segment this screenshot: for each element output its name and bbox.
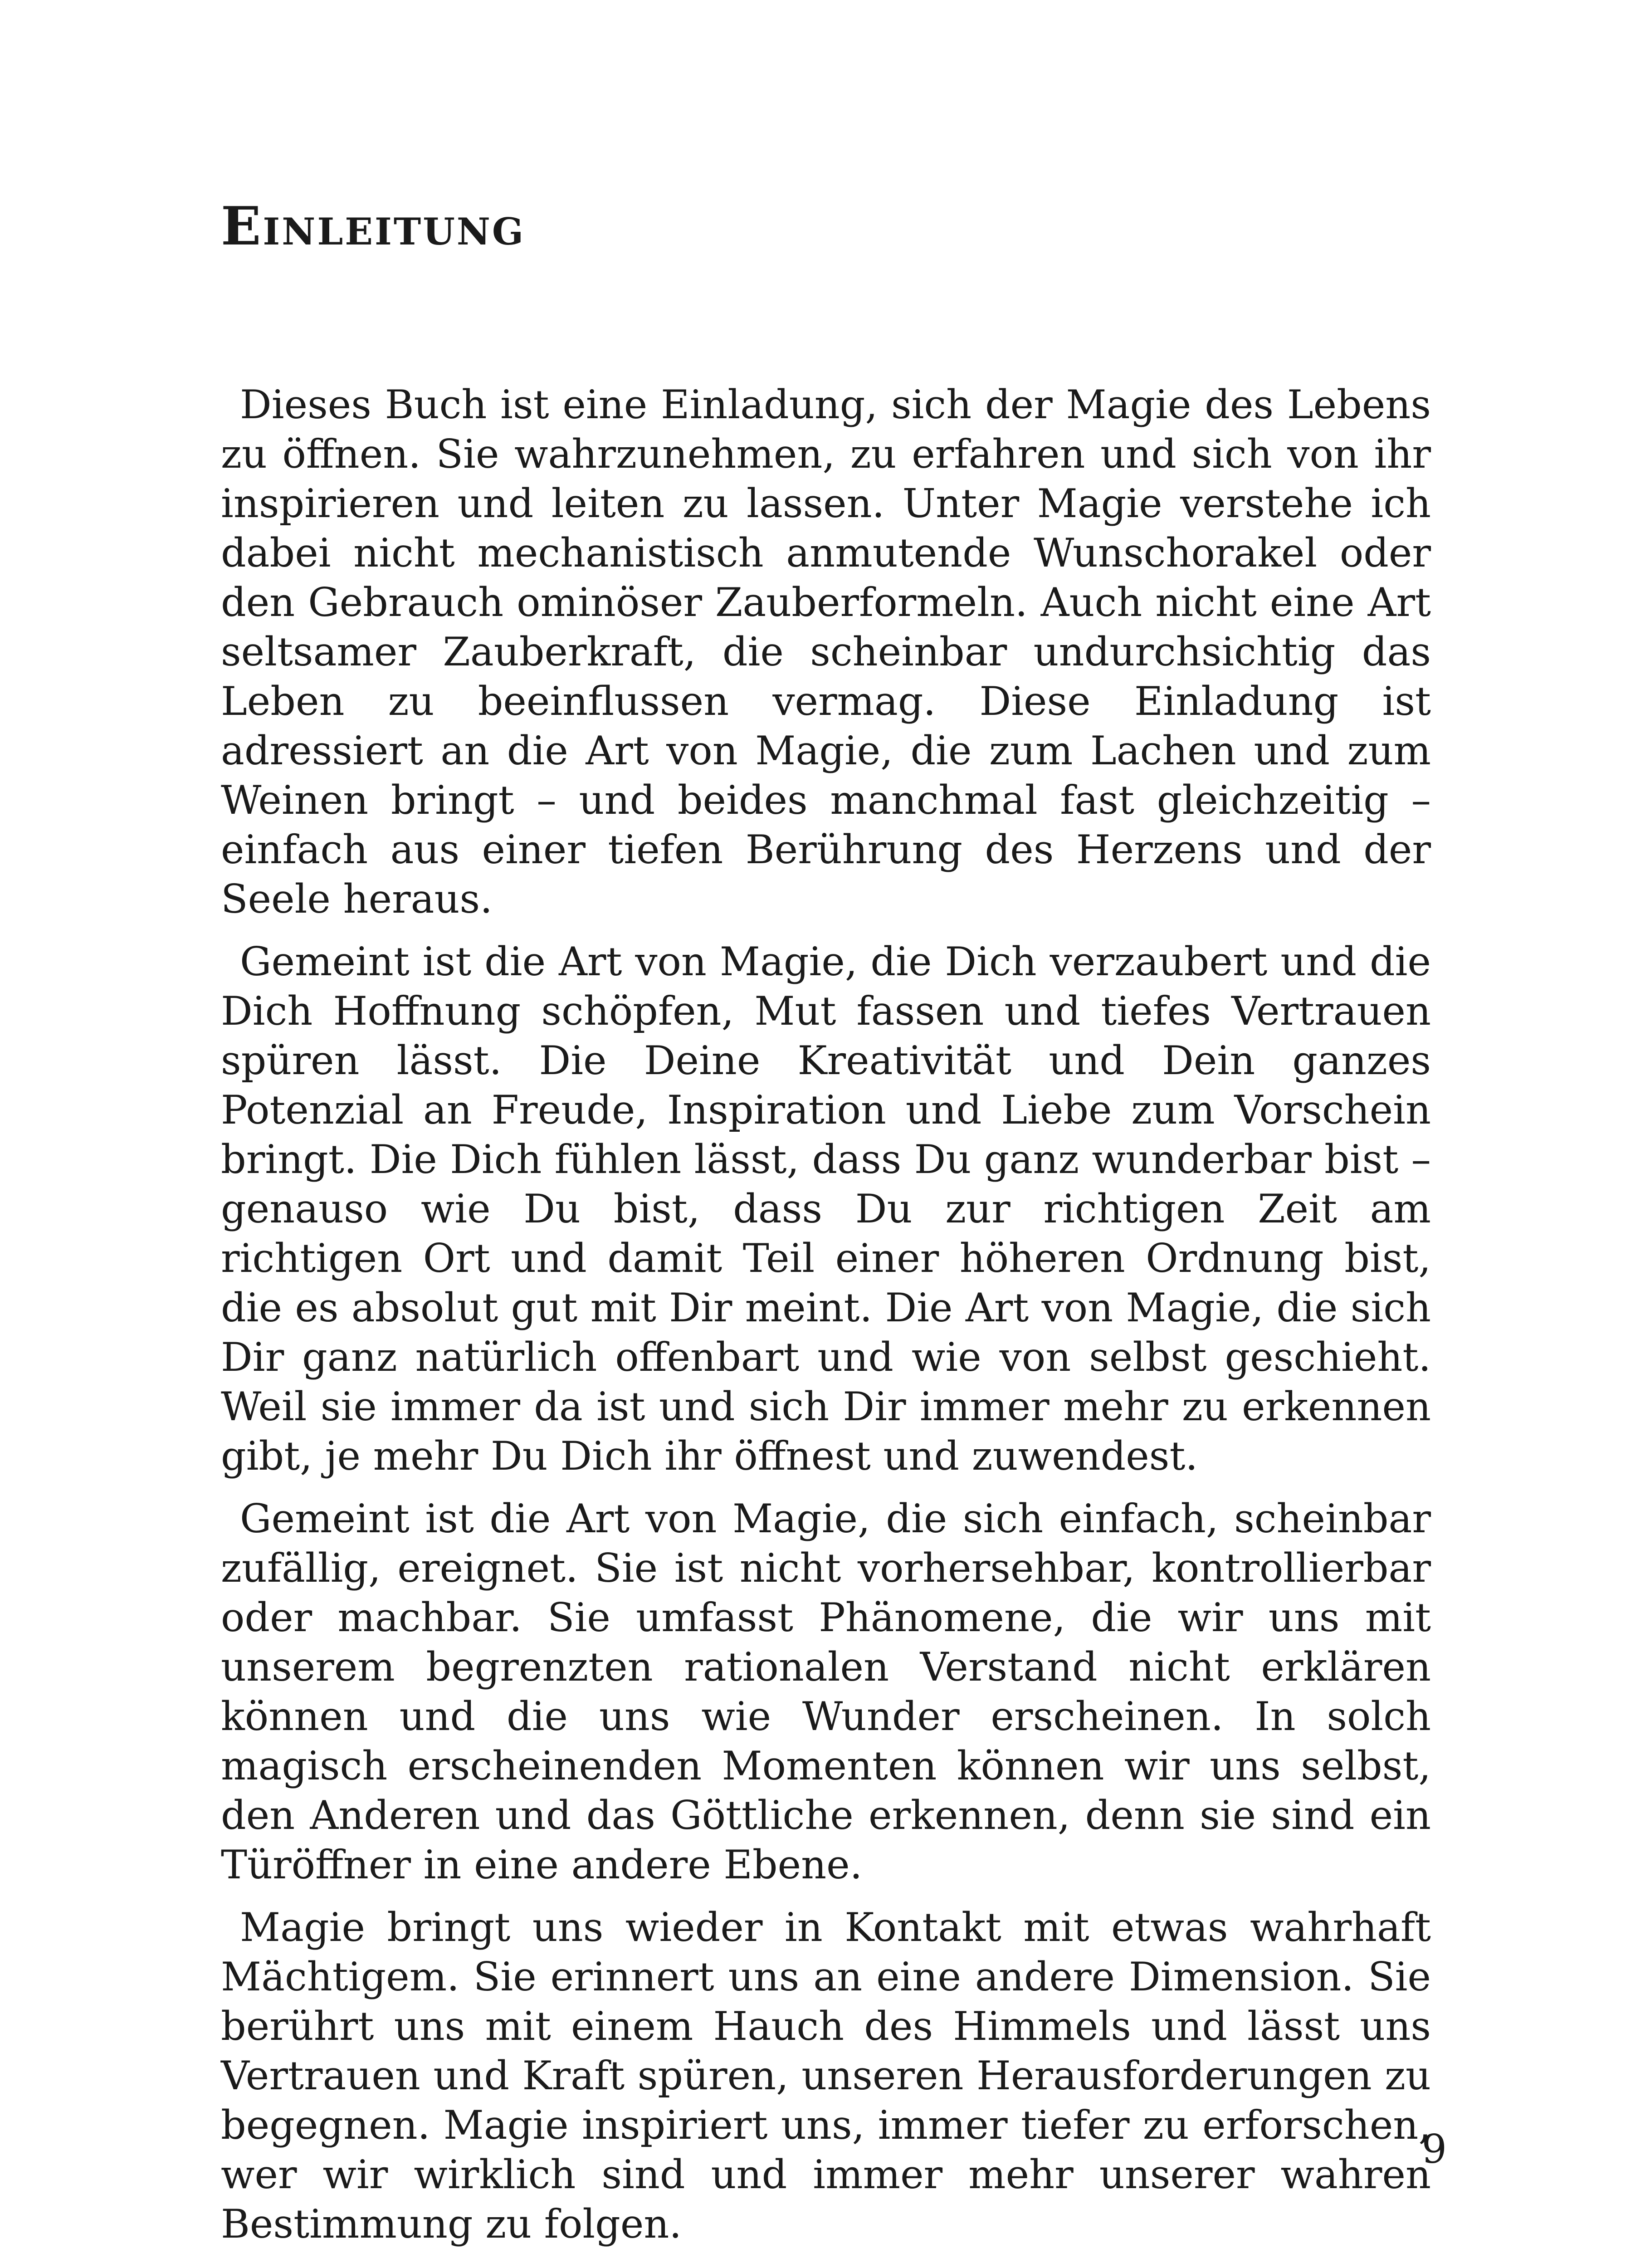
page-number: 9 — [1421, 2126, 1447, 2172]
paragraph-1: Dieses Buch ist eine Einladung, sich der Magie des Lebens zu öffnen. Sie wahrzunehmen, zu erfahren und sich von ihr inspirieren und leiten zu lassen. Unter Magie verstehe ich dabei nicht mechanistisch anmutende Wunschorakel oder den Gebrauch ominöser Zauberformeln. Auch nicht eine Art seltsamer Zauberkraft, die scheinbar undurchsichtig das Leben zu beeinflussen vermag. Diese Einladung ist adressiert an die Art von Magie, die zum Lachen und zum Weinen bringt – und beides manchmal fast gleichzeitig – einfach aus einer tiefen Berührung des Herzens und der Seele heraus. — [221, 381, 1431, 922]
body-text — [221, 380, 1431, 2249]
paragraph-2: Gemeint ist die Art von Magie, die Dich verzaubert und die Dich Hoffnung schöpfen, Mut fassen und tiefes Vertrauen spüren lässt. Die Deine Kreativität und Dein ganzes Potenzial an Freude, Inspiration und Liebe zum Vorschein bringt. Die Dich fühlen lässt, dass Du ganz wunderbar bist – genauso wie Du bist, dass Du zur richtigen Zeit am richtigen Ort und damit Teil einer höheren Ordnung bist, die es absolut gut mit Dir meint. Die Art von Magie, die sich Dir ganz natürlich offenbart und wie von selbst geschieht. Weil sie immer da ist und sich Dir immer mehr zu erkennen gibt, je mehr Du Dich ihr öffnest und zuwendest. — [221, 938, 1431, 1479]
paragraph-3: Gemeint ist die Art von Magie, die sich einfach, scheinbar zufällig, ereignet. Sie ist nicht vorhersehbar, kontrollierbar oder machbar. Sie umfasst Phänomene, die wir uns mit unserem begrenzten rationalen Verstand nicht erklären können und die uns wie Wunder erscheinen. In solch magisch erscheinenden Momenten können wir uns selbst, den Anderen und das Göttliche erkennen, denn sie sind ein Türöffner in eine andere Ebene. — [221, 1496, 1431, 1888]
paragraph-4: Magie bringt uns wieder in Kontakt mit etwas wahrhaft Mächtigem. Sie erinnert uns an eine andere Dimension. Sie berührt uns mit einem Hauch des Himmels und lässt uns Vertrauen und Kraft spüren, unseren Herausforderungen zu begegnen. Magie inspiriert uns, immer tiefer zu erforschen, wer wir wirklich sind und immer mehr unserer wahren Bestimmung zu folgen. — [221, 1904, 1431, 2247]
chapter-title: Einleitung — [221, 196, 526, 257]
